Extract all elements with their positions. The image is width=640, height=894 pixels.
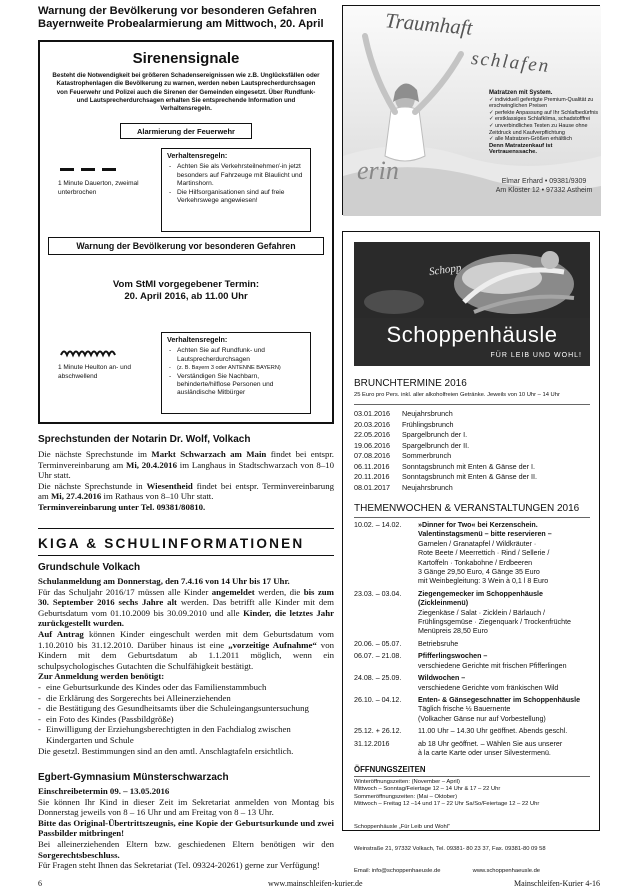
hours-line: Sommeröffnungszeiten: (Mai – Oktober) <box>354 793 457 800</box>
kiga-banner: KIGA & SCHULINFORMATIONEN <box>38 536 305 551</box>
mattress-feature: ✓ erstklassiges Schlafklima, schadstofffrei <box>489 116 591 123</box>
brunch-note: 25 Euro pro Pers. inkl. aller alkoholfreien Getränke. Jeweils von 10 Uhr – 14 Uhr <box>354 392 560 398</box>
themen-line: 11.00 Uhr – 14.30 Uhr geöffnet. Abends geschl. <box>418 727 568 736</box>
themen-row <box>354 696 592 724</box>
fire-rule: - Die Hilfsorganisationen sind auf freie Verkehrswege angewiesen! <box>177 189 305 206</box>
gs-p2-emph: Kinder, die letztes Jahr zurückgestellt wurden. <box>38 607 334 629</box>
themen-line: (Volkacher Gänse nur auf Vorbestellung) <box>418 714 546 723</box>
brunch-heading: BRUNCHTERMINE 2016 <box>354 378 467 389</box>
fire-rules-box <box>161 148 311 232</box>
food-photo <box>354 242 590 322</box>
brunch-row <box>354 430 590 441</box>
hours-heading: ÖFFNUNGSZEITEN <box>354 765 426 774</box>
mattress-feature-text: alle Matratzen-Größen erhältlich <box>495 136 573 143</box>
hours-line: Mittwoch – Sonntag/Feiertage 12 – 14 Uhr & 17 – 22 Uhr <box>354 786 501 793</box>
mattress-address: Am Kloster 12 • 97332 Astheim <box>495 186 593 194</box>
brunch-title: Sonntagsbrunch mit Enten & Gänse der II. <box>402 472 538 481</box>
themen-line: Kartoffeln · Tonkabohne / Erdbeeren <box>418 558 533 567</box>
brunch-row <box>354 441 590 452</box>
themen-text <box>418 674 592 693</box>
themen-line: ab 18 Uhr geöffnet. – Wählen Sie aus unserer <box>418 739 563 748</box>
gs-needed-item: - die Bestätigung des Gesundheitsamts über die Schuleingangsuntersuchung <box>46 703 334 714</box>
themen-title: Enten- & Gänsegeschnatter im Schoppenhäusle <box>418 695 581 704</box>
brunch-title: Spargelbrunch der II. <box>402 440 470 450</box>
notar-p1-location: Markt Schwarzach am Main <box>151 449 267 459</box>
notar-phone: Terminvereinbarung unter Tel. 09381/80810. <box>38 501 206 512</box>
themen-line: mit Weinbegleitung: 3 Wein à 0,1 l 8 Euro <box>418 577 549 586</box>
themen-text <box>418 652 592 671</box>
brunch-date: 08.01.2017 <box>354 482 390 492</box>
themen-line: Täglich frische ½ Bauernente <box>418 705 511 714</box>
footer-issue: Mainschleifen-Kurier 4-16 <box>514 879 600 888</box>
danger-rule: - Achten Sie auf Rundfunk- und Lautsprecherdurchsagen <box>177 347 305 364</box>
eg-paragraph-3 <box>38 839 334 860</box>
themen-row <box>354 674 592 693</box>
notar-p2-date: Mi, 27.4.2016 <box>50 491 102 502</box>
gs-p3-emph: Auf Antrag <box>38 628 84 639</box>
gs-p2-text: werden, die <box>254 586 304 597</box>
hours-list <box>354 779 594 809</box>
danger-rule-note <box>177 364 305 372</box>
themen-text <box>418 696 592 724</box>
themen-date: 26.10. – 04.12. <box>354 695 402 704</box>
danger-label: Warnung der Bevölkerung vor besonderen Gefahren <box>48 237 324 255</box>
danger-rules-title: Verhaltensregeln: <box>167 335 228 344</box>
steady-tone-signal-icon <box>60 166 120 174</box>
footer-url: www.mainschleifen-kurier.de <box>268 879 363 888</box>
gs-p2-emph: bis zum 30. September 2016 sechs Jahre alt <box>38 586 334 608</box>
notar-p1-text: findet bei entspr. Terminvereinbarung am <box>38 449 335 470</box>
howl-signal-desc: 1 Minute Heulton an- und abschwellend <box>58 364 131 380</box>
mattress-feature: ✓ perfekte Anpassung auf Ihr Schlafbedürfnis <box>489 109 599 116</box>
eg-paragraph-2: Bitte das Original-Übertrittszeugnis, eine Kopie der Geburtsurkunde und zwei Passbilder mitbringen! <box>38 817 334 839</box>
danger-rule-note-text: (z. B. Bayern 3 oder ANTENNE BAYERN) <box>177 365 281 372</box>
themen-text <box>418 640 592 649</box>
mattress-feature: ✓ unverbindliches Testen zu Hause ohne Zeitdruck und Kaufverpflichtung <box>489 122 588 136</box>
brunch-row <box>354 451 590 462</box>
gs-p3-text: von Kindern mit dem Geburtsdatum ab 1.1.2011 möglich, wenn ein schulpsychologisches Gutachten die Schulfähigkeit bestätigt. <box>38 639 334 671</box>
howl-tone-signal-icon <box>60 348 124 357</box>
brunch-date: 06.11.2016 <box>354 461 390 471</box>
hours-line: Mittwoch – Freitag 12 –14 und 17 – 22 Uhr Sa/So/Feiertage 12 – 22 Uhr <box>354 801 540 808</box>
themen-heading: THEMENWOCHEN & VERANSTALTUNGEN 2016 <box>354 503 580 514</box>
brunch-row <box>354 483 590 494</box>
themen-list <box>354 521 592 758</box>
brunch-title: Frühlingsbrunch <box>402 419 454 429</box>
themen-row <box>354 727 592 736</box>
gs-p2-text: werden. Das betrifft alle Kinder mit dem Geburtsdatum vom 01.10.2009 bis 30.09.2010 und alle <box>38 597 335 618</box>
mattress-lead: Matratzen mit System. <box>489 90 553 96</box>
eg-p3-emph: Sorgerechtsbeschluss. <box>38 849 120 860</box>
themen-line: Valentinstagsmenü – bitte reservieren – <box>418 530 552 539</box>
contact-line: Weinstraße 21, 97332 Volkach, Tel. 09381- 80 23 37, Fax. 09381-80 09 58 <box>354 846 546 853</box>
schoppen-contact <box>354 810 594 889</box>
danger-rules-box <box>161 332 311 414</box>
gs-p3-emph: „vorzeitige Aufnahme“ <box>228 639 317 650</box>
divider <box>354 776 590 777</box>
mattress-feature-text: individuell gefertigte Premium-Qualität zu erschwinglichen Preisen <box>489 96 594 110</box>
brunch-title: Sommerbrunch <box>402 451 452 460</box>
divider <box>354 404 590 405</box>
fire-rule: - Achten Sie als Verkehrsteilnehmer/-in jetzt besonders auf Fahrzeuge mit Blaulicht und Martinshorn. <box>177 163 305 188</box>
themen-line: Rote Beete / Meerrettich · Rind / Sellerie / <box>418 549 550 558</box>
siren-intro: Besteht die Notwendigkeit bei größeren Schadensereignissen wie z.B. Unglücksfällen oder Katastrophenlagen die Bevölkerung zu warnen, werden neben Lautsprecherdurchsagen von Feuerwehr und Polizei auch die Sirenen der Gemeinden eingesetzt. Über Rundfunk- und Lautsprecherdurchsagen erhalten Sie entsprechende Information und Verhaltensregeln. <box>52 72 320 113</box>
warning-heading-line2: Bayernweite Probealarmierung am Mittwoch, 20. April <box>38 18 324 30</box>
notar-p2-text: im Rathaus von 8–10 Uhr statt. <box>101 491 214 502</box>
ad-script-line1: Traumhaft <box>384 8 474 40</box>
mattress-feature: ✓ alle Matratzen-Größen erhältlich <box>489 136 573 143</box>
fire-signal-desc: 1 Minute Dauerton, zweimal unterbrochen <box>58 180 139 196</box>
themen-text <box>418 740 592 759</box>
themen-line: verschiedene Gerichte vom fränkischen Wild <box>418 683 559 692</box>
eg-p3-text: Bei alleinerziehenden Eltern bzw. geschiedenen Eltern benötigen wir den <box>38 838 334 849</box>
divider <box>38 528 334 529</box>
gs-p2-emph: angemeldet <box>211 586 255 597</box>
eg-dates: Einschreibetermin 09. – 13.05.2016 <box>38 786 170 796</box>
mattress-phone: Elmar Erhard • 09381/9309 <box>501 178 587 185</box>
themen-line: à la carte Karte oder unser Silvestermenü. <box>418 748 551 757</box>
schoppen-ad <box>342 231 600 874</box>
fire-alarm-label: Alarmierung der Feuerwehr <box>120 123 252 139</box>
danger-rule: - Verständigen Sie Nachbarn, behinderte/hilflose Personen und ausländische Mitbürger <box>177 373 305 398</box>
brunch-title: Neujahrsbrunch <box>402 409 453 418</box>
brunch-date: 22.05.2016 <box>354 430 390 439</box>
themen-line: Betriebsruhe <box>418 639 459 648</box>
gs-needed-item: - Einwilligung der Erziehungsberechtigten in den Fachdialog zwischen Kindergarten und Schule <box>46 724 334 745</box>
themen-title: Ziegengemecker im Schoppenhäusle (Zickleinmenü) <box>418 589 543 608</box>
erin-logo: erin <box>357 156 399 185</box>
notar-p1-date: Mi, 20.4.2016 <box>126 459 177 470</box>
brunch-row <box>354 472 590 483</box>
gs-paragraph-3 <box>38 629 334 671</box>
themen-date: 10.02. – 14.02. <box>354 521 402 529</box>
eg-paragraph-4: Für Fragen steht Ihnen das Sekretariat (Tel. 09324-20261) gerne zur Verfügung! <box>38 860 320 871</box>
themen-row <box>354 640 592 649</box>
mattress-tagline: Denn Matratzenkauf ist Vertrauenssache. <box>489 142 553 156</box>
brunch-list <box>354 409 590 493</box>
siren-box <box>38 40 334 424</box>
themen-title: Pfifferlingswochen – <box>418 652 488 661</box>
themen-row <box>354 740 592 759</box>
notar-p1-text: im Langhaus in Stadtschwarzach von 8–10 Uhr statt. <box>38 459 334 481</box>
themen-title: Wildwochen – <box>418 674 466 683</box>
gs-p2-text: Für das Schuljahr 2016/17 müssen alle Kinder <box>38 586 212 597</box>
ad-script-line2: schlafen <box>470 47 552 78</box>
themen-line: Ziegenkäse / Salat · Zicklein / Bärlauch / <box>418 608 545 617</box>
eg-paragraph-1: Sie können Ihr Kind in dieser Zeit im Sekretariat anmelden von Montag bis Donnerstag jeweils von 8 – 16 Uhr und am Freitag von 8 – 13 Uhr. <box>38 796 334 818</box>
gs-paragraph-2 <box>38 587 334 629</box>
schoppen-name: Schoppenhäusle <box>386 322 558 347</box>
eg-text <box>38 786 334 871</box>
themen-text <box>418 590 592 637</box>
mattress-feature-text: unverbindliches Testen zu Hause ohne Zeitdruck und Kaufverpflichtung <box>489 122 588 136</box>
mattress-features <box>489 90 599 156</box>
themen-date: 20.06. – 05.07. <box>354 639 402 648</box>
gs-needed-title: Zur Anmeldung werden benötigt: <box>38 671 165 682</box>
gs-registration-date: Schulanmeldung am Donnerstag, den 7.4.16 von 14 Uhr bis 17 Uhr. <box>38 576 290 586</box>
gs-heading: Grundschule Volkach <box>38 562 141 573</box>
themen-line: Garnelen / Granatapfel / Wildkräuter · <box>418 539 537 548</box>
exercise-date-line2: 20. April 2016, ab 11.00 Uhr <box>124 290 248 302</box>
gs-legal-note: Die gesetzl. Bestimmungen sind an den amtl. Anschlagtafeln ersichtlich. <box>38 745 294 756</box>
page-number: 6 <box>38 879 42 888</box>
mattress-feature-text: erstklassiges Schlafklima, schadstofffrei <box>495 116 591 123</box>
notar-p2-text: findet bei entspr. Terminvereinbarung am <box>38 480 334 502</box>
gs-p3-text: können Kinder eingeschult werden mit dem Geburtsdatum vom 1.10.2010 bis 31.12.2010. Darüber hinaus ist eine <box>38 628 334 650</box>
gs-text <box>38 576 334 756</box>
mattress-feature: ✓ individuell gefertigte Premium-Qualität zu erschwinglichen Preisen <box>489 96 594 110</box>
mattress-feature-text: perfekte Anpassung auf Ihr Schlafbedürfnis <box>495 109 599 116</box>
warning-heading-line1: Warnung der Bevölkerung vor besonderen Gefahren <box>38 5 317 17</box>
schoppen-slogan: FÜR LEIB UND WOHL! <box>490 352 582 359</box>
hours-line: Winteröffnungszeiten: (November – April) <box>354 779 460 785</box>
brunch-date: 03.01.2016 <box>354 409 390 418</box>
brunch-row <box>354 420 590 431</box>
themen-text <box>418 727 592 736</box>
brunch-title: Sonntagsbrunch mit Enten & Gänse der I. <box>402 461 536 471</box>
fire-rules-title: Verhaltensregeln: <box>167 151 228 160</box>
themen-date: 23.03. – 03.04. <box>354 589 402 598</box>
notar-p2-text: Die nächste Sprechstunde in <box>38 480 147 491</box>
themen-text <box>418 521 592 587</box>
themen-row <box>354 521 592 587</box>
mattress-ad <box>342 5 600 215</box>
themen-line: verschiedene Gerichte mit frischen Pfifferlingen <box>418 661 567 670</box>
themen-line: Frühlingsgemüse · Ziegenquark / Trockenfrüchte <box>418 618 571 627</box>
divider <box>354 517 590 518</box>
exercise-date-line1: Vom StMI vorgegebener Termin: <box>112 279 260 290</box>
brunch-row <box>354 462 590 473</box>
contact-line: Schoppenhäusle „Für Leib und Wohl“ <box>354 824 450 831</box>
themen-line: Menüpreis 28,50 Euro <box>418 627 488 636</box>
brunch-title: Spargelbrunch der I. <box>402 430 468 439</box>
divider <box>38 555 334 556</box>
gs-needed-item: - ein Foto des Kindes (Passbildgröße) <box>46 714 334 725</box>
mattress-contact <box>489 178 599 196</box>
brunch-date: 07.08.2016 <box>354 451 390 460</box>
schoppen-banner <box>354 318 590 366</box>
brunch-date: 20.11.2016 <box>354 472 390 481</box>
themen-title: »Dinner for Two« bei Kerzenschein. <box>418 521 538 529</box>
gs-needed-item: - die Erklärung des Sorgerechts bei Alleinerziehenden <box>46 693 334 704</box>
themen-date: 06.07. – 21.08. <box>354 652 402 661</box>
themen-row <box>354 590 592 637</box>
themen-row <box>354 652 592 671</box>
notar-text <box>38 449 334 513</box>
photo-script-text: Schopp <box>428 261 463 279</box>
themen-date: 31.12.2016 <box>354 739 390 748</box>
notar-heading: Sprechstunden der Notarin Dr. Wolf, Volkach <box>38 434 251 445</box>
contact-line: Email: info@schoppenhaeusle.de www.schoppenhaeusle.de <box>354 867 541 874</box>
eg-heading: Egbert-Gymnasium Münsterschwarzach <box>38 772 229 783</box>
brunch-date: 19.06.2016 <box>354 440 390 450</box>
exercise-date <box>40 279 332 302</box>
notar-paragraph-1 <box>38 449 334 481</box>
notar-p2-location: Wiesentheid <box>146 480 193 491</box>
themen-date: 25.12. + 26.12. <box>354 727 402 736</box>
gs-needed-item: - eine Geburtsurkunde des Kindes oder das Familienstammbuch <box>46 682 334 693</box>
warning-heading <box>38 5 333 31</box>
themen-line: 3 Gänge 29,50 Euro, 4 Gänge 35 Euro <box>418 568 540 577</box>
brunch-date: 20.03.2016 <box>354 419 390 429</box>
themen-date: 24.08. – 25.09. <box>354 674 402 683</box>
brunch-title: Neujahrsbrunch <box>402 482 453 492</box>
brunch-row <box>354 409 590 420</box>
siren-box-title: Sirenensignale <box>132 50 240 67</box>
notar-paragraph-2 <box>38 481 334 502</box>
notar-p1-text: Die nächste Sprechstunde im <box>38 449 152 459</box>
